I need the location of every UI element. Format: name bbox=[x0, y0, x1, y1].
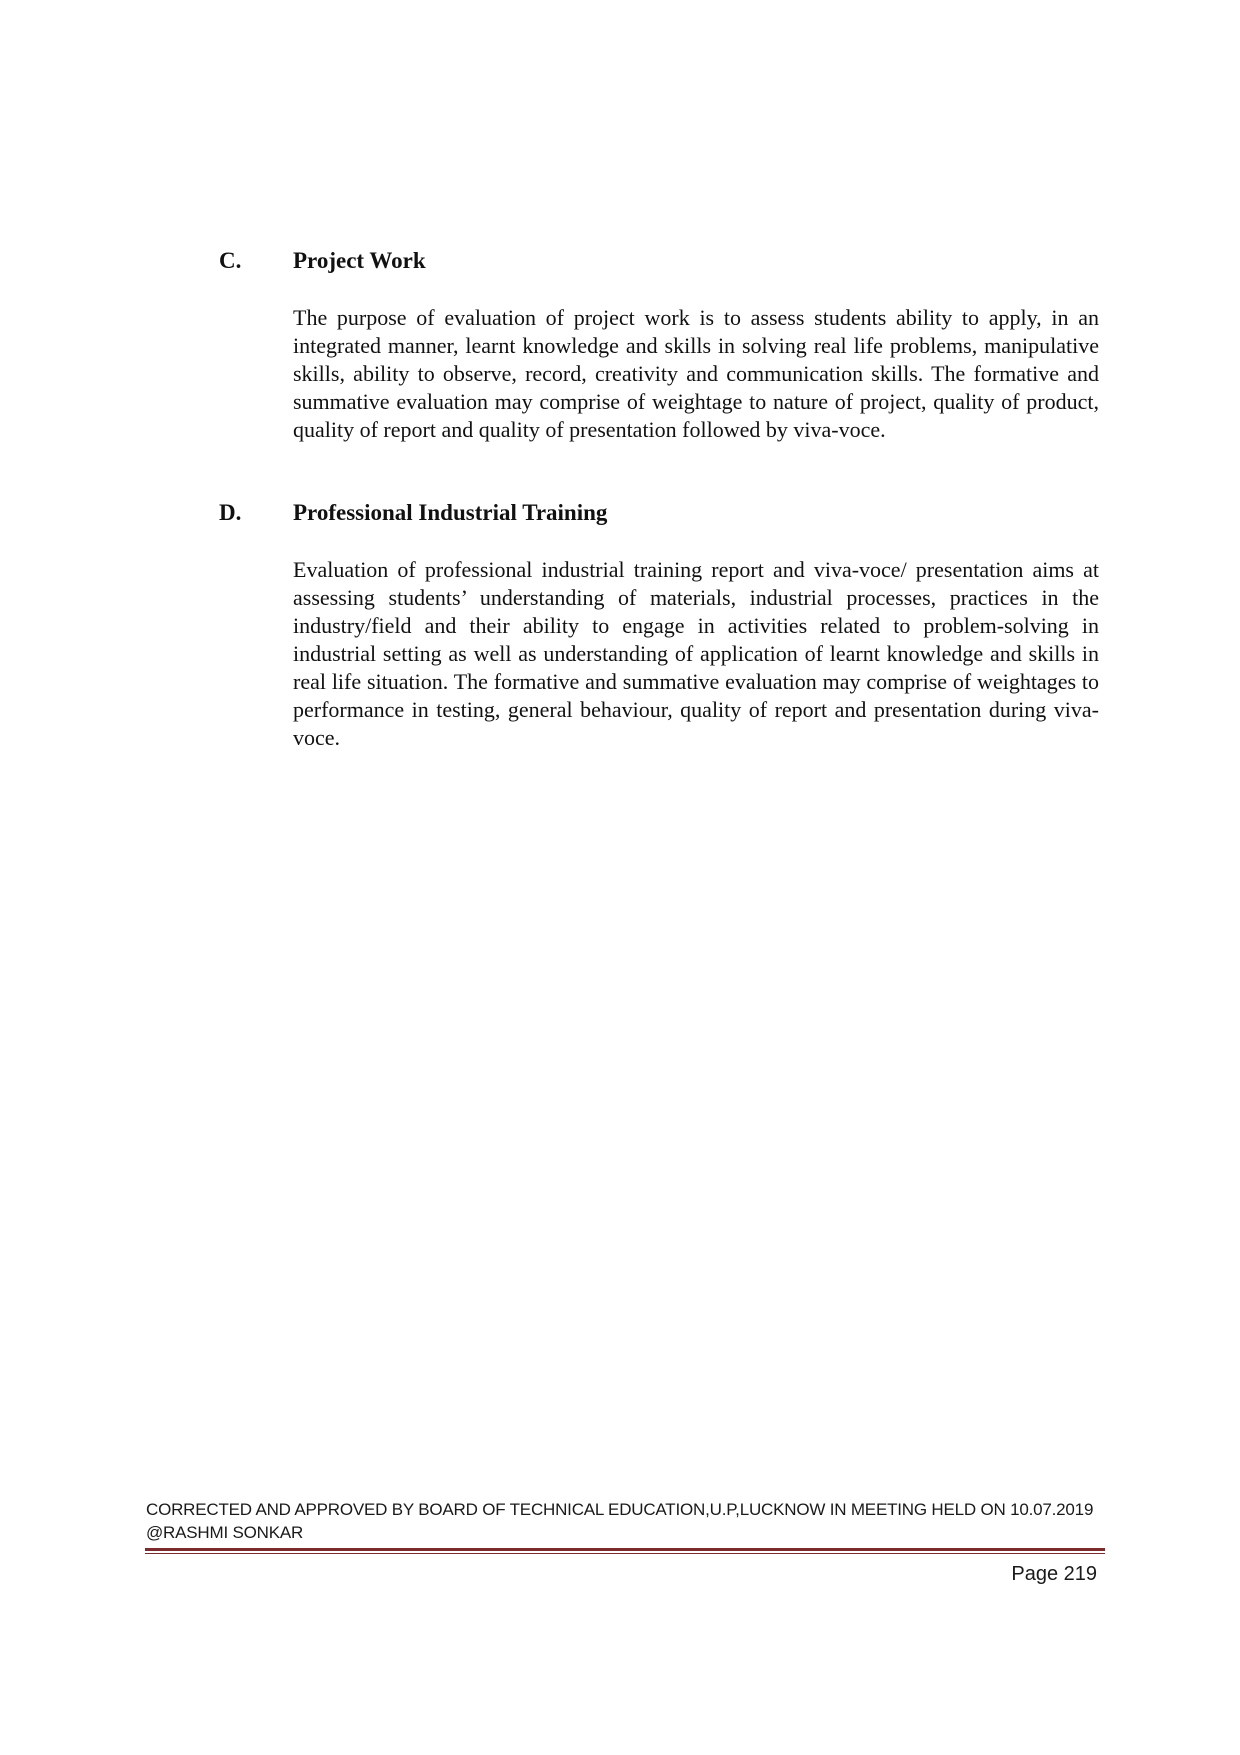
section-paragraph: Evaluation of professional industrial training report and viva-voce/ presentation aims at assessing students’ understanding of materials, industrial processes, practices in the industry/field and their ability to engage in activities related to problem-solving in industrial setting as well as understanding of application of learnt knowledge and skills in real life situation. The formative and summative evaluation may comprise of weightages to performance in testing, general behaviour, quality of report and presentation during viva-voce. bbox=[293, 557, 1099, 750]
section-paragraph: The purpose of evaluation of project work is to assess students ability to apply, in an integrated manner, learnt knowledge and skills in solving real life problems, manipulative skills, ability to observe, record, creativity and communication skills. The formative and summative evaluation may comprise of weightage to nature of project, quality of product, quality of report and quality of presentation followed by viva-voce. bbox=[293, 305, 1099, 442]
section-title: Professional Industrial Training bbox=[293, 500, 608, 525]
footer-divider-thin bbox=[145, 1553, 1105, 1554]
section-professional-industrial-training bbox=[219, 498, 1099, 750]
page-number: Page 219 bbox=[1011, 1563, 1097, 1585]
section-letter: C. bbox=[219, 248, 242, 273]
footer-approval-note: CORRECTED AND APPROVED BY BOARD OF TECHNICAL EDUCATION,U.P,LUCKNOW IN MEETING HELD ON 10.07.2019 @RASHMI SONKAR bbox=[146, 1500, 1094, 1542]
section-title: Project Work bbox=[293, 248, 426, 273]
section-letter: D. bbox=[219, 500, 242, 525]
footer-divider-thick bbox=[145, 1548, 1105, 1551]
section-project-work bbox=[219, 246, 1099, 442]
section-heading bbox=[219, 498, 1099, 528]
section-heading bbox=[219, 246, 1099, 276]
footer-divider bbox=[145, 1548, 1105, 1554]
